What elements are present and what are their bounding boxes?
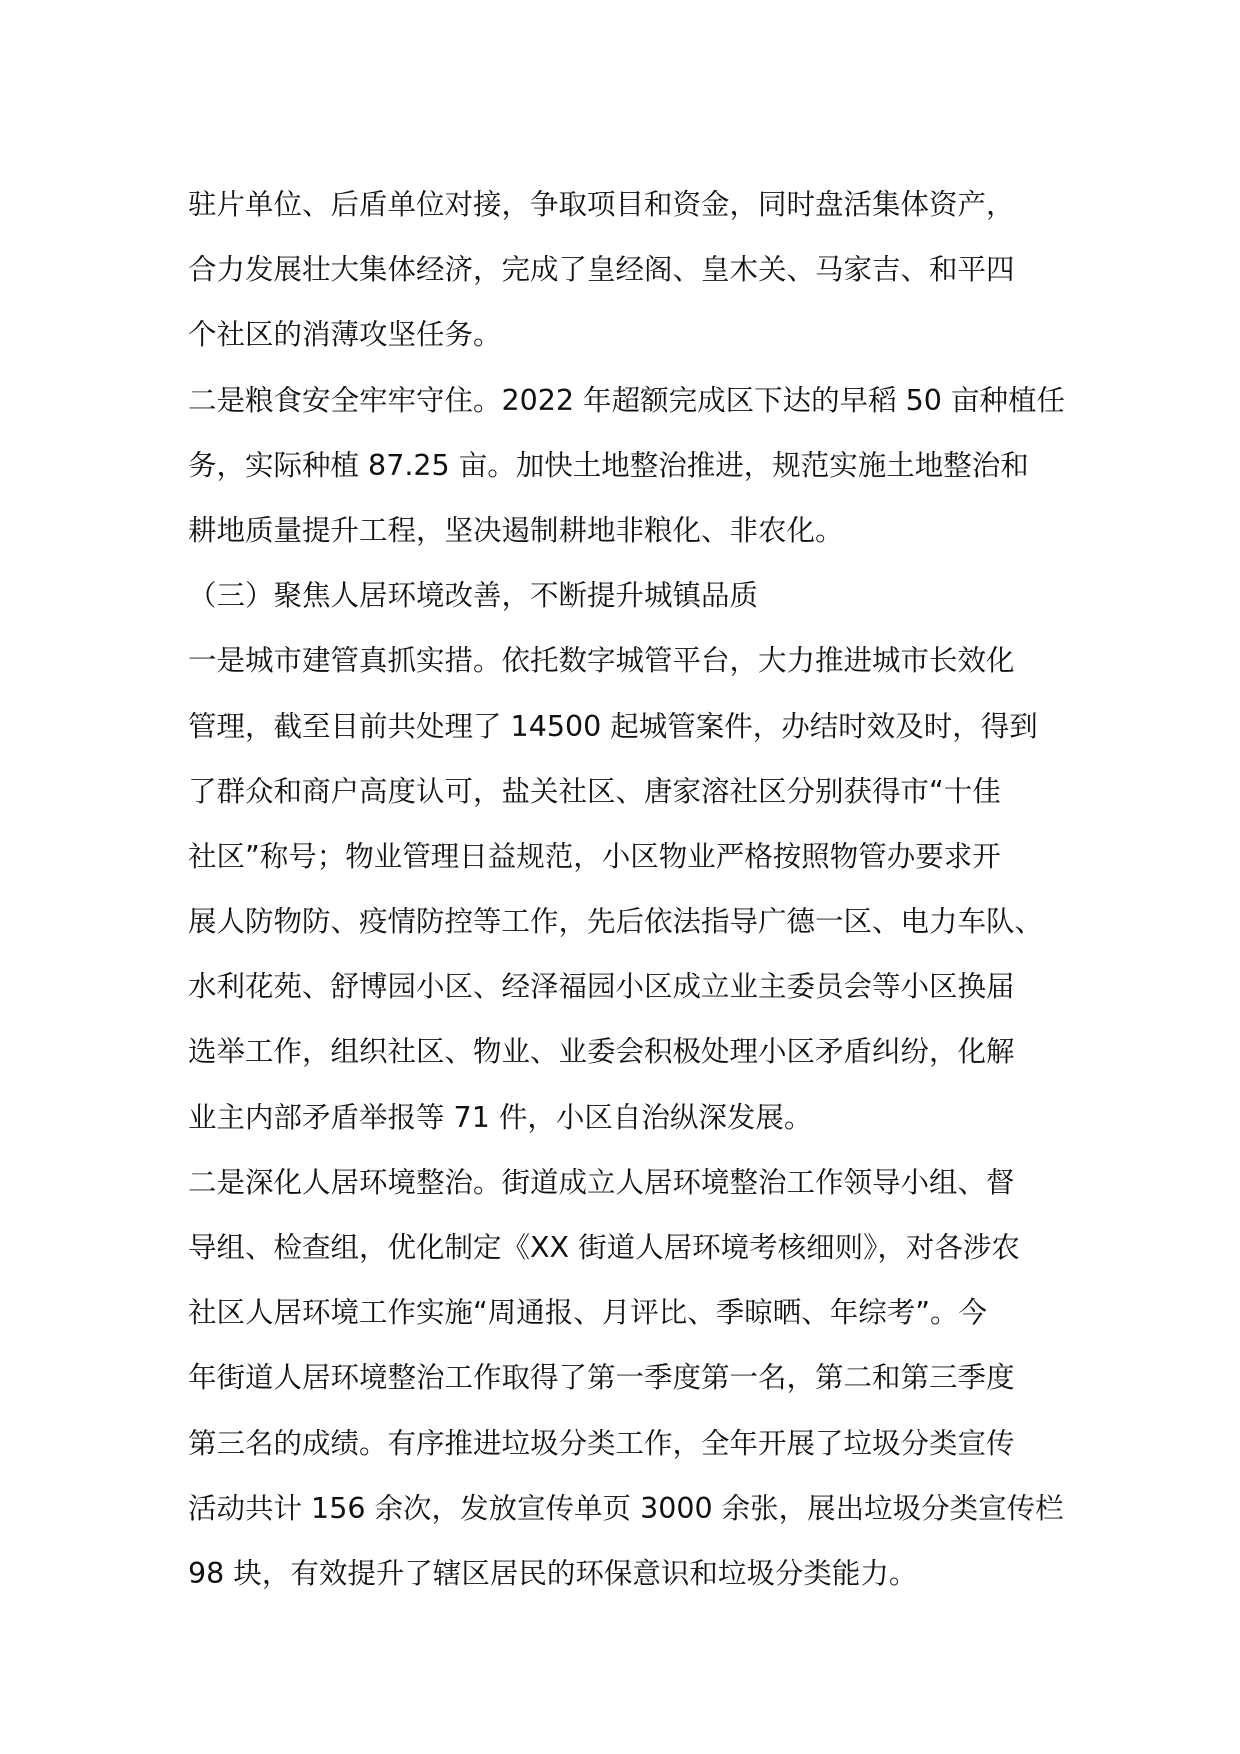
text-line: 业主内部矛盾举报等 71 件，小区自治纵深发展。 xyxy=(188,1100,813,1134)
text-line: 二是深化人居环境整治。街道成立人居环境整治工作领导小组、督 xyxy=(188,1165,1015,1199)
text-line: 水利花苑、舒博园小区、经泽福园小区成立业主委员会等小区换届 xyxy=(188,970,1015,1004)
section-heading-living-environment xyxy=(188,563,1078,628)
text-line: 了群众和商户高度认可，盐关社区、唐家溶社区分别获得市“十佳 xyxy=(188,774,1001,808)
text-line: 第三名的成绩。有序推进垃圾分类工作，全年开展了垃圾分类宣传 xyxy=(188,1426,1015,1460)
text-line: 导组、检查组，优化制定《XX 街道人居环境考核细则》，对各涉农 xyxy=(188,1231,1020,1264)
paragraph-collective-economy xyxy=(188,172,1078,368)
text-line: 合力发展壮大集体经济，完成了皇经阁、皇木关、马家吉、和平四 xyxy=(188,253,1015,287)
text-line: 社区”称号；物业管理日益规范，小区物业严格按照物管办要求开 xyxy=(188,839,1001,873)
text-line: 二是粮食安全牢牢守住。2022 年超额完成区下达的早稻 50 亩种植任 xyxy=(188,383,1065,417)
document-page xyxy=(188,172,1078,1606)
text-line: 展人防物防、疫情防控等工作，先后依法指导广德一区、电力车队、 xyxy=(188,905,1044,939)
paragraph-urban-management xyxy=(188,628,1078,1150)
paragraph-environment-rectification xyxy=(188,1150,1078,1606)
text-line: 一是城市建管真抓实措。依托数字城管平台，大力推进城市长效化 xyxy=(188,644,1015,678)
text-line: 社区人居环境工作实施“周通报、月评比、季晾晒、年综考”。今 xyxy=(188,1296,988,1330)
section-heading: （三）聚焦人居环境改善，不断提升城镇品质 xyxy=(188,579,759,613)
text-line: 个社区的消薄攻坚任务。 xyxy=(188,318,502,352)
text-line: 务，实际种植 87.25 亩。加快土地整治推进，规范实施土地整治和 xyxy=(188,448,1029,482)
text-line: 驻片单位、后盾单位对接，争取项目和资金，同时盘活集体资产， xyxy=(188,188,1015,221)
paragraph-food-security xyxy=(188,368,1078,564)
text-line: 年街道人居环境整治工作取得了第一季度第一名，第二和第三季度 xyxy=(188,1361,1015,1395)
text-line: 耕地质量提升工程，坚决遏制耕地非粮化、非农化。 xyxy=(188,513,844,547)
text-line: 98 块，有效提升了辖区居民的环保意识和垃圾分类能力。 xyxy=(188,1556,918,1590)
text-line: 活动共计 156 余次，发放宣传单页 3000 余张，展出垃圾分类宣传栏 xyxy=(188,1491,1064,1525)
text-line: 选举工作，组织社区、物业、业委会积极处理小区矛盾纠纷，化解 xyxy=(188,1035,1015,1069)
text-line: 管理，截至目前共处理了 14500 起城管案件，办结时效及时，得到 xyxy=(188,709,1038,743)
